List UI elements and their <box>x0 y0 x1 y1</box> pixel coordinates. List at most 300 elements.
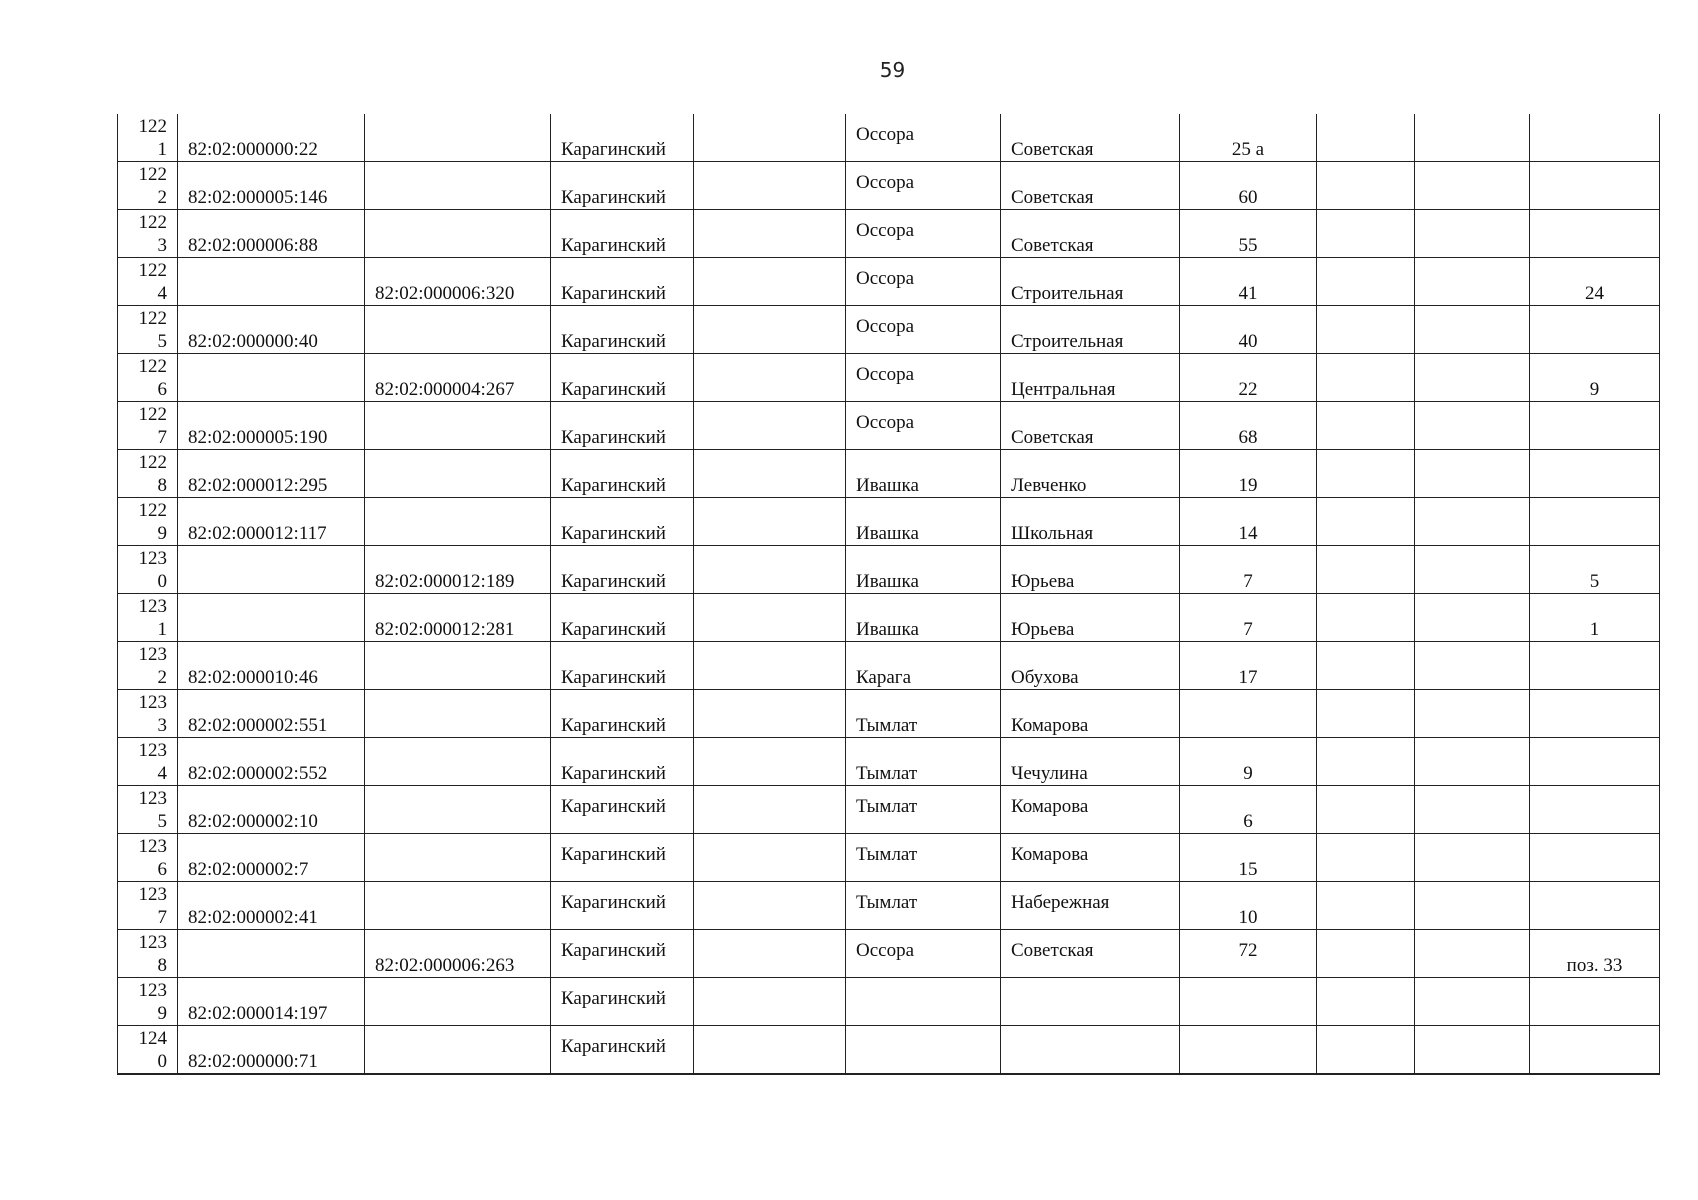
table-row <box>118 354 1660 402</box>
row-number-cell <box>118 882 178 930</box>
district: Карагинский <box>561 331 666 352</box>
empty-column-c-cell <box>1415 258 1530 306</box>
empty-column-b-cell <box>1317 450 1415 498</box>
cadastral-number-1-cell <box>178 450 365 498</box>
apartment-cell <box>1530 930 1660 978</box>
row-number-part1: 122 <box>138 164 167 185</box>
district: Карагинский <box>561 619 666 640</box>
row-number-part2: 2 <box>157 187 167 208</box>
row-number-part1: 122 <box>138 260 167 281</box>
cadastral-number-1-cell <box>178 594 365 642</box>
empty-column-a-cell <box>694 594 846 642</box>
house-number-cell <box>1180 354 1317 402</box>
district-cell <box>551 498 694 546</box>
locality-cell <box>846 162 1001 210</box>
row-number-part1: 123 <box>138 932 167 953</box>
house-number: 41 <box>1238 283 1258 304</box>
empty-column-a-cell <box>694 306 846 354</box>
locality-cell <box>846 738 1001 786</box>
empty-column-c-cell <box>1415 882 1530 930</box>
table-row <box>118 978 1660 1026</box>
table-row <box>118 210 1660 258</box>
cadastral-number-1: 82:02:000002:552 <box>188 763 328 784</box>
street-cell <box>1001 1026 1180 1075</box>
cadastral-number-1-cell <box>178 1026 365 1075</box>
locality: Оссора <box>856 939 915 961</box>
table-row <box>118 162 1660 210</box>
cadastral-number-2-cell <box>365 450 551 498</box>
house-number: 22 <box>1238 379 1258 400</box>
empty-column-b-cell <box>1317 930 1415 978</box>
locality-cell <box>846 498 1001 546</box>
table-row <box>118 738 1660 786</box>
district: Карагинский <box>561 843 666 865</box>
empty-column-b-cell <box>1317 738 1415 786</box>
table-row <box>118 786 1660 834</box>
district-cell <box>551 594 694 642</box>
street: Строительная <box>1011 331 1124 352</box>
locality: Оссора <box>856 123 915 145</box>
apartment-cell <box>1530 786 1660 834</box>
row-number-cell <box>118 210 178 258</box>
house-number-cell <box>1180 690 1317 738</box>
row-number-part2: 8 <box>157 955 167 976</box>
street-cell <box>1001 258 1180 306</box>
cadastral-number-2: 82:02:000006:320 <box>375 283 515 304</box>
cadastral-number-2-cell <box>365 978 551 1026</box>
locality: Ивашка <box>856 571 919 592</box>
empty-column-b-cell <box>1317 210 1415 258</box>
row-number-cell <box>118 498 178 546</box>
locality: Оссора <box>856 315 915 337</box>
district-cell <box>551 642 694 690</box>
house-number: 10 <box>1238 907 1258 928</box>
apartment-cell <box>1530 978 1660 1026</box>
district-cell <box>551 306 694 354</box>
locality-cell <box>846 114 1001 162</box>
empty-column-b-cell <box>1317 690 1415 738</box>
cadastral-number-1: 82:02:000014:197 <box>188 1003 328 1024</box>
apartment-cell <box>1530 114 1660 162</box>
cadastral-number-1: 82:02:000006:88 <box>188 235 318 256</box>
district: Карагинский <box>561 1035 666 1057</box>
row-number-part2: 8 <box>157 475 167 496</box>
district: Карагинский <box>561 475 666 496</box>
row-number-cell <box>118 738 178 786</box>
cadastral-number-2: 82:02:000004:267 <box>375 379 515 400</box>
street: Комарова <box>1011 715 1089 736</box>
empty-column-c-cell <box>1415 786 1530 834</box>
cadastral-number-2: 82:02:000012:189 <box>375 571 515 592</box>
table-row <box>118 690 1660 738</box>
house-number-cell <box>1180 546 1317 594</box>
cadastral-number-1-cell <box>178 642 365 690</box>
street: Юрьева <box>1011 619 1075 640</box>
house-number-cell <box>1180 786 1317 834</box>
apartment-cell <box>1530 882 1660 930</box>
row-number-cell <box>118 162 178 210</box>
apartment: 5 <box>1589 571 1600 592</box>
locality: Оссора <box>856 219 915 241</box>
street: Советская <box>1011 427 1094 448</box>
row-number-cell <box>118 354 178 402</box>
empty-column-c-cell <box>1415 834 1530 882</box>
cadastral-number-1-cell <box>178 978 365 1026</box>
cadastral-number-1: 82:02:000012:117 <box>188 523 327 544</box>
house-number: 17 <box>1238 667 1258 688</box>
district: Карагинский <box>561 795 666 817</box>
street-cell <box>1001 306 1180 354</box>
empty-column-a-cell <box>694 690 846 738</box>
cadastral-number-1: 82:02:000005:146 <box>188 187 328 208</box>
cadastral-number-2-cell <box>365 690 551 738</box>
cadastral-number-2-cell <box>365 402 551 450</box>
street: Левченко <box>1011 475 1087 496</box>
table-row <box>118 450 1660 498</box>
apartment-cell <box>1530 546 1660 594</box>
locality: Ивашка <box>856 523 919 544</box>
district: Карагинский <box>561 939 666 961</box>
row-number-part2: 6 <box>157 379 167 400</box>
empty-column-c-cell <box>1415 498 1530 546</box>
house-number: 68 <box>1238 427 1258 448</box>
house-number-cell <box>1180 258 1317 306</box>
locality-cell <box>846 306 1001 354</box>
street-cell <box>1001 738 1180 786</box>
locality-cell <box>846 978 1001 1026</box>
district-cell <box>551 1026 694 1075</box>
locality-cell <box>846 594 1001 642</box>
cadastral-number-1: 82:02:000012:295 <box>188 475 328 496</box>
district-cell <box>551 930 694 978</box>
row-number-part1: 122 <box>138 404 167 425</box>
street-cell <box>1001 786 1180 834</box>
row-number-part1: 123 <box>138 692 167 713</box>
district-cell <box>551 354 694 402</box>
row-number-part2: 5 <box>157 331 167 352</box>
district-cell <box>551 690 694 738</box>
cadastral-number-2-cell <box>365 1026 551 1075</box>
empty-column-b-cell <box>1317 162 1415 210</box>
locality-cell <box>846 450 1001 498</box>
cadastral-number-2-cell <box>365 210 551 258</box>
locality-cell <box>846 546 1001 594</box>
cadastral-number-1-cell <box>178 882 365 930</box>
empty-column-c-cell <box>1415 354 1530 402</box>
row-number-cell <box>118 1026 178 1075</box>
row-number-part2: 0 <box>157 571 167 592</box>
house-number-cell <box>1180 210 1317 258</box>
street: Обухова <box>1011 667 1079 688</box>
locality: Тымлат <box>856 843 918 865</box>
cadastral-number-1-cell <box>178 162 365 210</box>
locality-cell <box>846 354 1001 402</box>
empty-column-b-cell <box>1317 1026 1415 1075</box>
house-number-cell <box>1180 978 1317 1026</box>
street-cell <box>1001 594 1180 642</box>
table-row <box>118 402 1660 450</box>
house-number: 72 <box>1238 939 1258 961</box>
empty-column-b-cell <box>1317 306 1415 354</box>
table-row <box>118 1026 1660 1075</box>
apartment-cell <box>1530 258 1660 306</box>
row-number-cell <box>118 546 178 594</box>
empty-column-a-cell <box>694 402 846 450</box>
cadastral-number-1: 82:02:000002:7 <box>188 859 309 880</box>
table-row <box>118 258 1660 306</box>
street-cell <box>1001 354 1180 402</box>
row-number-part1: 123 <box>138 644 167 665</box>
street-cell <box>1001 930 1180 978</box>
table-row <box>118 930 1660 978</box>
empty-column-c-cell <box>1415 546 1530 594</box>
cadastral-number-1-cell <box>178 402 365 450</box>
apartment-cell <box>1530 450 1660 498</box>
row-number-part1: 123 <box>138 548 167 569</box>
district-cell <box>551 450 694 498</box>
house-number: 40 <box>1238 331 1258 352</box>
street: Строительная <box>1011 283 1124 304</box>
cadastral-number-2-cell <box>365 546 551 594</box>
cadastral-number-2-cell <box>365 882 551 930</box>
locality: Оссора <box>856 363 915 385</box>
cadastral-number-1-cell <box>178 114 365 162</box>
empty-column-b-cell <box>1317 786 1415 834</box>
locality: Тымлат <box>856 715 918 736</box>
table-row <box>118 546 1660 594</box>
cadastral-number-1: 82:02:000002:10 <box>188 811 318 832</box>
cadastral-number-1-cell <box>178 210 365 258</box>
row-number-part1: 123 <box>138 788 167 809</box>
cadastral-number-2-cell <box>365 642 551 690</box>
row-number-part2: 0 <box>157 1051 167 1072</box>
empty-column-a-cell <box>694 642 846 690</box>
cadastral-number-2-cell <box>365 738 551 786</box>
empty-column-b-cell <box>1317 642 1415 690</box>
apartment-cell <box>1530 210 1660 258</box>
empty-column-b-cell <box>1317 258 1415 306</box>
locality: Оссора <box>856 411 915 433</box>
district-cell <box>551 546 694 594</box>
cadastral-number-1: 82:02:000005:190 <box>188 427 328 448</box>
row-number-part1: 122 <box>138 308 167 329</box>
row-number-part2: 3 <box>157 235 167 256</box>
empty-column-b-cell <box>1317 834 1415 882</box>
cadastral-number-2-cell <box>365 162 551 210</box>
street: Школьная <box>1011 523 1094 544</box>
house-number: 25 а <box>1231 139 1265 160</box>
row-number-part1: 122 <box>138 452 167 473</box>
street-cell <box>1001 498 1180 546</box>
district: Карагинский <box>561 427 666 448</box>
table-row <box>118 114 1660 162</box>
street-cell <box>1001 882 1180 930</box>
street: Советская <box>1011 139 1094 160</box>
row-number-cell <box>118 786 178 834</box>
district: Карагинский <box>561 283 666 304</box>
cadastral-number-1: 82:02:000000:71 <box>188 1051 318 1072</box>
street-cell <box>1001 450 1180 498</box>
house-number: 19 <box>1238 475 1258 496</box>
district-cell <box>551 738 694 786</box>
house-number-cell <box>1180 594 1317 642</box>
empty-column-a-cell <box>694 258 846 306</box>
apartment-cell <box>1530 306 1660 354</box>
empty-column-b-cell <box>1317 498 1415 546</box>
cadastral-number-1-cell <box>178 354 365 402</box>
row-number-part1: 123 <box>138 740 167 761</box>
table-row <box>118 306 1660 354</box>
street: Набережная <box>1011 891 1110 913</box>
house-number: 15 <box>1238 859 1258 880</box>
house-number: 7 <box>1243 619 1253 640</box>
district: Карагинский <box>561 523 666 544</box>
empty-column-c-cell <box>1415 1026 1530 1075</box>
house-number: 55 <box>1238 235 1258 256</box>
apartment-cell <box>1530 354 1660 402</box>
apartment-cell <box>1530 834 1660 882</box>
apartment: поз. 33 <box>1566 955 1623 976</box>
cadastral-number-2-cell <box>365 594 551 642</box>
street-cell <box>1001 402 1180 450</box>
cadastral-number-1: 82:02:000002:41 <box>188 907 318 928</box>
apartment: 9 <box>1589 379 1600 400</box>
row-number-part1: 122 <box>138 356 167 377</box>
empty-column-a-cell <box>694 930 846 978</box>
empty-column-c-cell <box>1415 642 1530 690</box>
empty-column-b-cell <box>1317 594 1415 642</box>
empty-column-c-cell <box>1415 690 1530 738</box>
district-cell <box>551 162 694 210</box>
locality-cell <box>846 930 1001 978</box>
row-number-part1: 122 <box>138 116 167 137</box>
house-number-cell <box>1180 450 1317 498</box>
street: Центральная <box>1011 379 1116 400</box>
row-number-part2: 4 <box>157 763 167 784</box>
house-number-cell <box>1180 930 1317 978</box>
street: Советская <box>1011 235 1094 256</box>
row-number-cell <box>118 834 178 882</box>
row-number-part1: 122 <box>138 212 167 233</box>
locality-cell <box>846 834 1001 882</box>
empty-column-c-cell <box>1415 114 1530 162</box>
street-cell <box>1001 834 1180 882</box>
apartment-cell <box>1530 690 1660 738</box>
empty-column-c-cell <box>1415 402 1530 450</box>
table-row <box>118 642 1660 690</box>
district: Карагинский <box>561 715 666 736</box>
street-cell <box>1001 546 1180 594</box>
row-number-part1: 123 <box>138 596 167 617</box>
district: Карагинский <box>561 571 666 592</box>
district-cell <box>551 402 694 450</box>
apartment-cell <box>1530 738 1660 786</box>
house-number: 7 <box>1243 571 1253 592</box>
street-cell <box>1001 690 1180 738</box>
row-number-part2: 9 <box>157 1003 167 1024</box>
row-number-part2: 7 <box>157 427 167 448</box>
row-number-part2: 9 <box>157 523 167 544</box>
street-cell <box>1001 114 1180 162</box>
apartment: 1 <box>1589 619 1600 640</box>
house-number-cell <box>1180 498 1317 546</box>
apartment-cell <box>1530 402 1660 450</box>
row-number-cell <box>118 258 178 306</box>
cadastral-number-1-cell <box>178 930 365 978</box>
empty-column-a-cell <box>694 882 846 930</box>
empty-column-a-cell <box>694 738 846 786</box>
district: Карагинский <box>561 763 666 784</box>
empty-column-b-cell <box>1317 402 1415 450</box>
street: Советская <box>1011 939 1094 961</box>
locality-cell <box>846 210 1001 258</box>
cadastral-number-1-cell <box>178 306 365 354</box>
house-number-cell <box>1180 306 1317 354</box>
empty-column-c-cell <box>1415 162 1530 210</box>
locality: Тымлат <box>856 891 918 913</box>
district-cell <box>551 978 694 1026</box>
empty-column-a-cell <box>694 498 846 546</box>
cadastral-number-2-cell <box>365 306 551 354</box>
street-cell <box>1001 978 1180 1026</box>
row-number-part1: 123 <box>138 836 167 857</box>
cadastral-number-2-cell <box>365 114 551 162</box>
empty-column-a-cell <box>694 978 846 1026</box>
cadastral-number-2-cell <box>365 498 551 546</box>
row-number-part1: 122 <box>138 500 167 521</box>
locality: Тымлат <box>856 795 918 817</box>
street: Юрьева <box>1011 571 1075 592</box>
empty-column-c-cell <box>1415 978 1530 1026</box>
district: Карагинский <box>561 187 666 208</box>
cadastral-number-1-cell <box>178 786 365 834</box>
empty-column-c-cell <box>1415 210 1530 258</box>
locality: Оссора <box>856 171 915 193</box>
district-cell <box>551 114 694 162</box>
street-cell <box>1001 162 1180 210</box>
row-number-cell <box>118 114 178 162</box>
table-row <box>118 594 1660 642</box>
cadastral-number-1-cell <box>178 498 365 546</box>
table-row <box>118 882 1660 930</box>
locality: Оссора <box>856 267 915 289</box>
registry-table <box>117 114 1660 1075</box>
apartment-cell <box>1530 594 1660 642</box>
empty-column-a-cell <box>694 354 846 402</box>
district-cell <box>551 210 694 258</box>
cadastral-number-1-cell <box>178 258 365 306</box>
house-number-cell <box>1180 738 1317 786</box>
street: Комарова <box>1011 795 1089 817</box>
empty-column-c-cell <box>1415 450 1530 498</box>
empty-column-c-cell <box>1415 930 1530 978</box>
apartment-cell <box>1530 162 1660 210</box>
house-number-cell <box>1180 882 1317 930</box>
cadastral-number-2-cell <box>365 354 551 402</box>
row-number-part2: 4 <box>157 283 167 304</box>
row-number-cell <box>118 402 178 450</box>
empty-column-c-cell <box>1415 306 1530 354</box>
empty-column-a-cell <box>694 114 846 162</box>
page-number: 59 <box>879 58 906 82</box>
district: Карагинский <box>561 235 666 256</box>
cadastral-number-1-cell <box>178 690 365 738</box>
district: Карагинский <box>561 379 666 400</box>
row-number-part2: 6 <box>157 859 167 880</box>
row-number-cell <box>118 642 178 690</box>
row-number-part2: 7 <box>157 907 167 928</box>
house-number-cell <box>1180 1026 1317 1075</box>
